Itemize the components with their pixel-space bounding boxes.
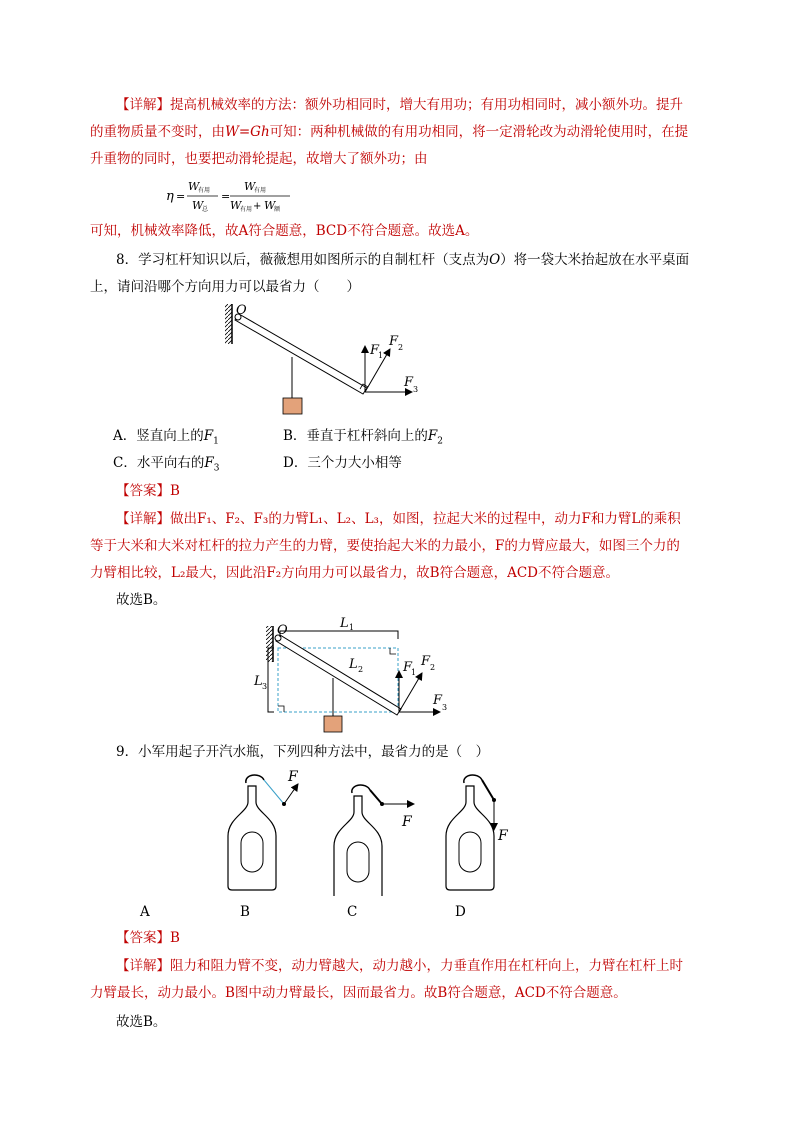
q8-answer — [116, 481, 180, 501]
eta-symbol: η — [166, 189, 174, 204]
f1-label: F — [370, 343, 380, 358]
f3-sub: 3 — [442, 703, 448, 712]
conclusion-text: 故选B。 — [116, 592, 167, 608]
q8-option-b — [283, 426, 443, 452]
l2-label: L — [349, 657, 358, 672]
detail-text: 可知，机械效率降低，故A符合题意，BCD不符合题意。故选A。 — [90, 223, 479, 239]
q8-option-a — [113, 426, 219, 452]
detail-tag: 【详解】 — [116, 97, 170, 113]
subscript: 有用 — [240, 206, 253, 213]
q8-option-d — [283, 453, 402, 473]
option-var: F — [204, 455, 214, 471]
f3-label: F — [404, 375, 414, 390]
answer-value: B — [170, 930, 180, 946]
detail-text: 做出F₁、F₂、F₃的力臂L₁、L₂、L₃，如图，拉起大米的过程中，动力F和力臂L的乘积 — [170, 511, 681, 527]
bottle-d — [446, 775, 509, 890]
force-label: F — [288, 769, 298, 785]
q8-conclusion — [116, 590, 166, 610]
answer-value: B — [170, 483, 180, 499]
detail-text: 力臂最长，动力最小。B图中动力臂最长，因而最省力。故B符合题意，ACD不符合题意。 — [90, 985, 627, 1001]
q8-stem-line1 — [116, 250, 689, 270]
lever-bar — [235, 314, 367, 394]
question-text: 9．小军用起子开汽水瓶，下列四种方法中，最省力的是（ ） — [116, 744, 490, 760]
option-text: D．三个力大小相等 — [283, 455, 402, 471]
q9-stem — [116, 742, 489, 762]
plus-sign: + — [253, 201, 262, 212]
q9-label-d: D — [455, 904, 466, 920]
l3-label: L — [254, 674, 263, 689]
answer-tag: 【答案】 — [116, 483, 170, 499]
f3-sub: 3 — [413, 385, 419, 394]
q9-detail-line2 — [90, 983, 627, 1003]
l1-bracket — [280, 631, 398, 639]
wall-hatch — [266, 626, 273, 662]
efficiency-formula — [164, 176, 294, 216]
wall-hatch — [225, 304, 232, 344]
bottle-c — [334, 785, 414, 896]
q7-detail-line1 — [116, 95, 683, 115]
opener — [352, 785, 370, 793]
l3-sub: 3 — [262, 682, 268, 691]
equals-sign: = — [221, 190, 231, 203]
q7-detail-line4 — [90, 221, 478, 241]
question-text: 上，请问沿哪个方向用力可以最省力（ ） — [90, 279, 360, 295]
f1-label: F — [403, 660, 413, 675]
lever-bar — [276, 635, 401, 715]
lever-arm-figure — [250, 612, 460, 737]
detail-text: 等于大米和大米对杠杆的拉力产生的力臂，要使抬起大米的力最小，F的力臂应最大，如图三个力的 — [90, 538, 680, 554]
detail-text: 升重物的同时，也要把动滑轮提起，故增大了额外功；由 — [90, 151, 428, 167]
q8-detail-line1 — [116, 509, 681, 529]
bottle-b — [228, 769, 299, 890]
opener-arm — [482, 780, 494, 800]
rice-bag — [324, 716, 342, 732]
bottle-opener-figure — [200, 766, 540, 896]
f2-sub: 2 — [430, 663, 436, 672]
lever-figure — [220, 300, 440, 420]
opener-arm — [370, 790, 382, 804]
option-sub: 1 — [213, 436, 219, 447]
subscript: 有用 — [198, 187, 211, 194]
conclusion-text: 故选B。 — [116, 1014, 167, 1030]
opener-arm — [264, 780, 284, 804]
f2-arrow — [399, 673, 422, 712]
answer-tag: 【答案】 — [116, 930, 170, 946]
detail-text: 力臂相比较，L₂最大，因此沿F₂方向用力可以最省力，故B符合题意，ACD不符合题意。 — [90, 565, 619, 581]
q8-stem-line2 — [90, 277, 360, 297]
bottle-label — [459, 832, 481, 872]
option-text: C．水平向右的 — [113, 455, 205, 471]
force-arrow — [284, 784, 298, 804]
detail-tag: 【详解】 — [116, 511, 170, 527]
q9-conclusion — [116, 1012, 166, 1032]
f1-sub: 1 — [411, 668, 417, 677]
q9-label-b: B — [240, 904, 250, 920]
subscript: 额 — [274, 206, 281, 213]
option-sub: 3 — [213, 463, 220, 474]
rice-bag — [283, 398, 302, 414]
l2-sub: 2 — [358, 665, 364, 674]
right-angle-mark — [278, 706, 284, 712]
option-var: F — [427, 428, 438, 444]
opener — [464, 775, 482, 783]
right-angle-mark — [390, 648, 396, 654]
l1-label: L — [340, 616, 349, 631]
formula-text: W=Gh — [225, 124, 270, 140]
pivot-label: O — [277, 623, 288, 638]
force-label: F — [402, 814, 412, 830]
detail-text: 的重物质量不变时，由 — [90, 124, 225, 140]
detail-text: 可知：两种机械做的有用功相同，将一定滑轮改为动滑轮使用时，在提 — [269, 124, 689, 140]
q9-label-a: A — [140, 904, 150, 920]
pivot-label: O — [489, 252, 501, 268]
subscript: 总 — [202, 206, 209, 213]
pivot-label: O — [236, 303, 247, 318]
equals-sign: = — [176, 190, 186, 203]
q7-detail-line3 — [90, 149, 428, 169]
opener — [246, 775, 264, 783]
f2-label: F — [389, 334, 399, 349]
option-text: A．竖直向上的 — [113, 428, 204, 444]
option-text: B．垂直于杠杆斜向上的 — [283, 428, 428, 444]
w-symbol: W — [192, 199, 204, 212]
q8-detail-line2 — [90, 536, 680, 556]
q8-option-c — [113, 453, 219, 479]
q9-label-c: C — [347, 904, 358, 920]
w-symbol: W — [230, 199, 242, 212]
f1-sub: 1 — [378, 351, 384, 360]
q8-detail-line3 — [90, 563, 619, 583]
w-symbol: W — [264, 199, 276, 212]
option-sub: 2 — [437, 436, 444, 447]
detail-text: 阻力和阻力臂不变，动力臂越大，动力越小，力垂直作用在杠杆向上，力臂在杠杆上时 — [170, 958, 683, 974]
f2-sub: 2 — [398, 343, 404, 352]
l1-sub: 1 — [349, 623, 355, 632]
option-var: F — [203, 428, 214, 444]
w-symbol: W — [188, 180, 200, 193]
detail-tag: 【详解】 — [116, 958, 170, 974]
f2-label: F — [421, 654, 431, 669]
w-symbol: W — [244, 180, 256, 193]
q9-detail-line1 — [116, 956, 683, 976]
detail-text: 提高机械效率的方法：额外功相同时，增大有用功；有用功相同时，减小额外功。提升 — [170, 97, 683, 113]
f3-label: F — [433, 693, 443, 708]
subscript: 有用 — [254, 187, 267, 194]
question-text: 8．学习杠杆知识以后，薇薇想用如图所示的自制杠杆（支点为 — [116, 252, 490, 268]
q9-answer — [116, 928, 180, 948]
q7-detail-line2 — [90, 122, 688, 142]
bottle-label — [347, 842, 369, 882]
force-label: F — [498, 828, 508, 844]
bottle-label — [241, 832, 263, 872]
question-text: ）将一袋大米抬起放在水平桌面 — [500, 252, 690, 268]
